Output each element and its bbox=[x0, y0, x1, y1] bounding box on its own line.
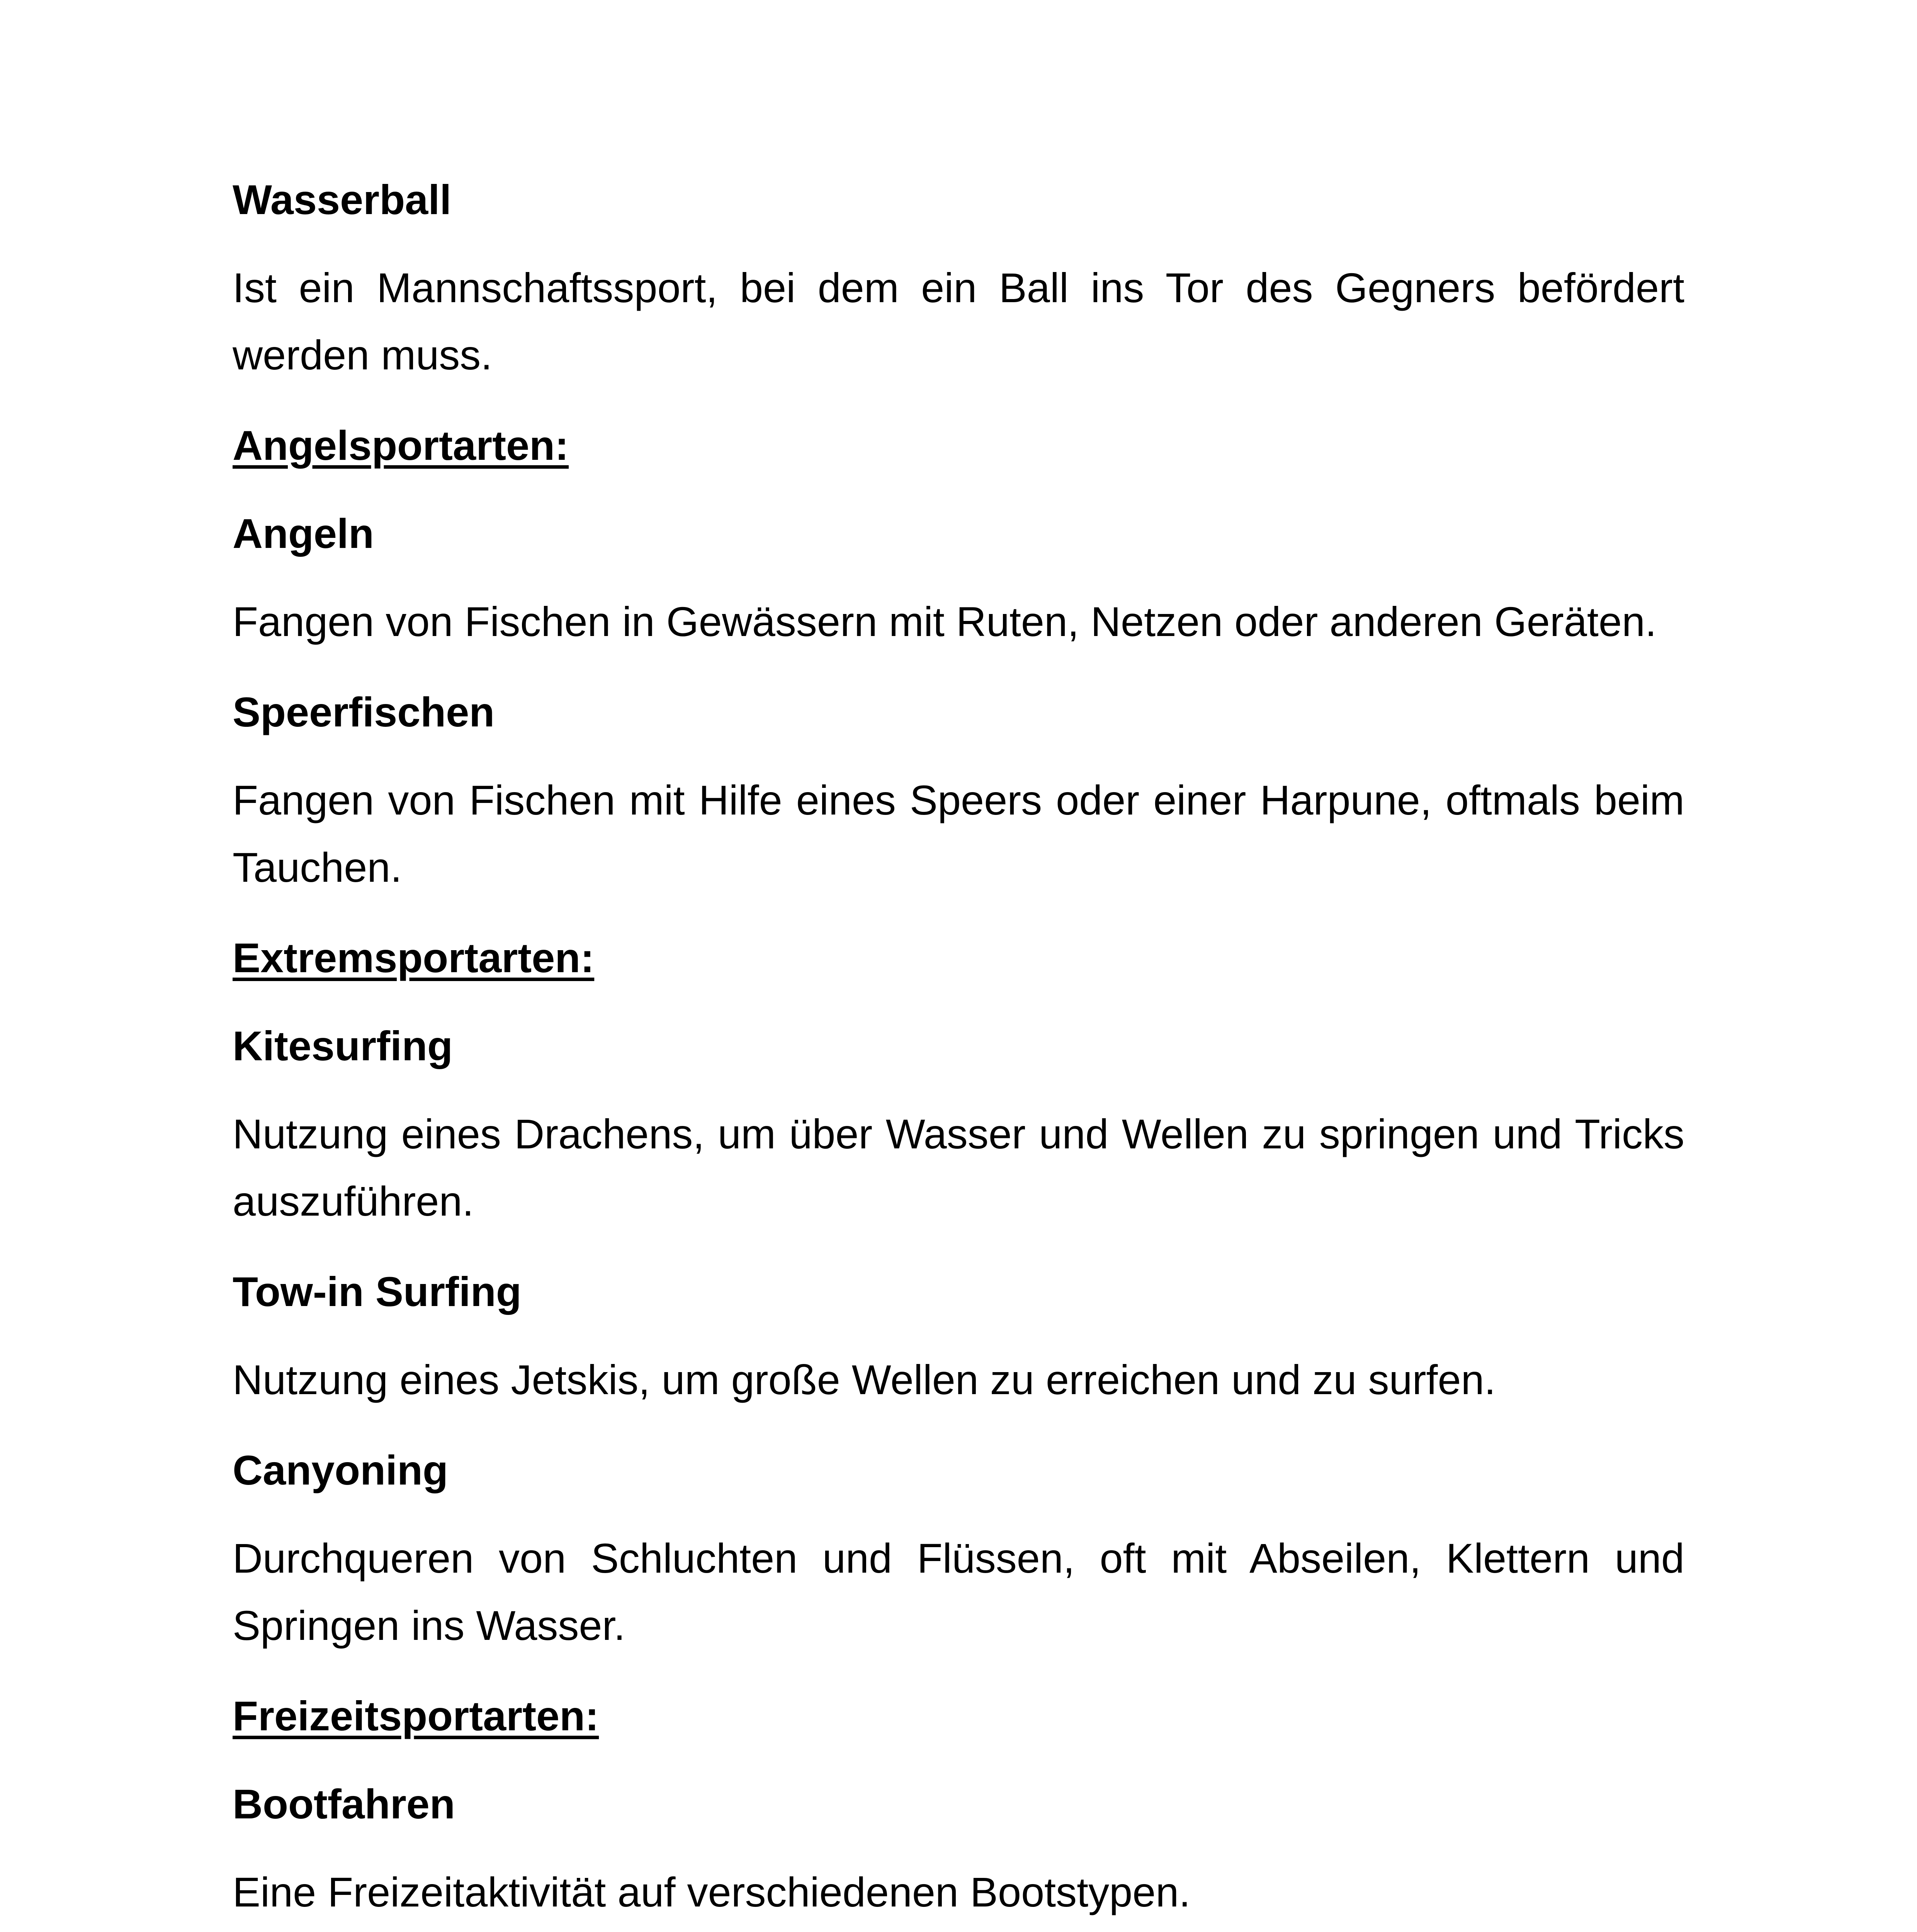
sport-description-bootfahren: Eine Freizeitaktivität auf verschiedenen Bootstypen. bbox=[233, 1869, 1191, 1915]
sport-title-speerfischen: Speerfischen bbox=[233, 689, 495, 735]
sport-description-tow-in-surfing: Nutzung eines Jetskis, um große Wellen zu erreichen und zu surfen. bbox=[233, 1356, 1496, 1403]
sport-title-angeln: Angeln bbox=[233, 510, 374, 557]
sport-title-bootfahren: Bootfahren bbox=[233, 1781, 455, 1827]
sport-title-kitesurfing: Kitesurfing bbox=[233, 1022, 453, 1069]
sport-description-speerfischen: Fangen von Fischen mit Hilfe eines Speers oder einer Harpune, oftmals beim Tauchen. bbox=[233, 777, 1684, 891]
sport-description-kitesurfing: Nutzung eines Drachens, um über Wasser und Wellen zu springen und Tricks auszuführen. bbox=[233, 1111, 1684, 1225]
sport-title-tow-in-surfing: Tow-in Surfing bbox=[233, 1268, 522, 1315]
sport-description-canyoning: Durchqueren von Schluchten und Flüssen, oft mit Abseilen, Klettern und Springen ins Wasser. bbox=[233, 1535, 1684, 1649]
sport-title-wasserball: Wasserball bbox=[233, 176, 452, 223]
section-heading-freizeitsportarten: Freizeitsportarten: bbox=[233, 1692, 599, 1739]
sport-title-canyoning: Canyoning bbox=[233, 1447, 448, 1493]
section-heading-extremsportarten: Extremsportarten: bbox=[233, 934, 595, 981]
section-heading-angelsportarten: Angelsportarten: bbox=[233, 422, 569, 469]
sport-description-angeln: Fangen von Fischen in Gewässern mit Ruten, Netzen oder anderen Geräten. bbox=[233, 598, 1657, 645]
sport-description-wasserball: Ist ein Mannschaftssport, bei dem ein Ball ins Tor des Gegners befördert werden muss. bbox=[233, 264, 1684, 378]
page-content bbox=[233, 166, 1684, 1932]
